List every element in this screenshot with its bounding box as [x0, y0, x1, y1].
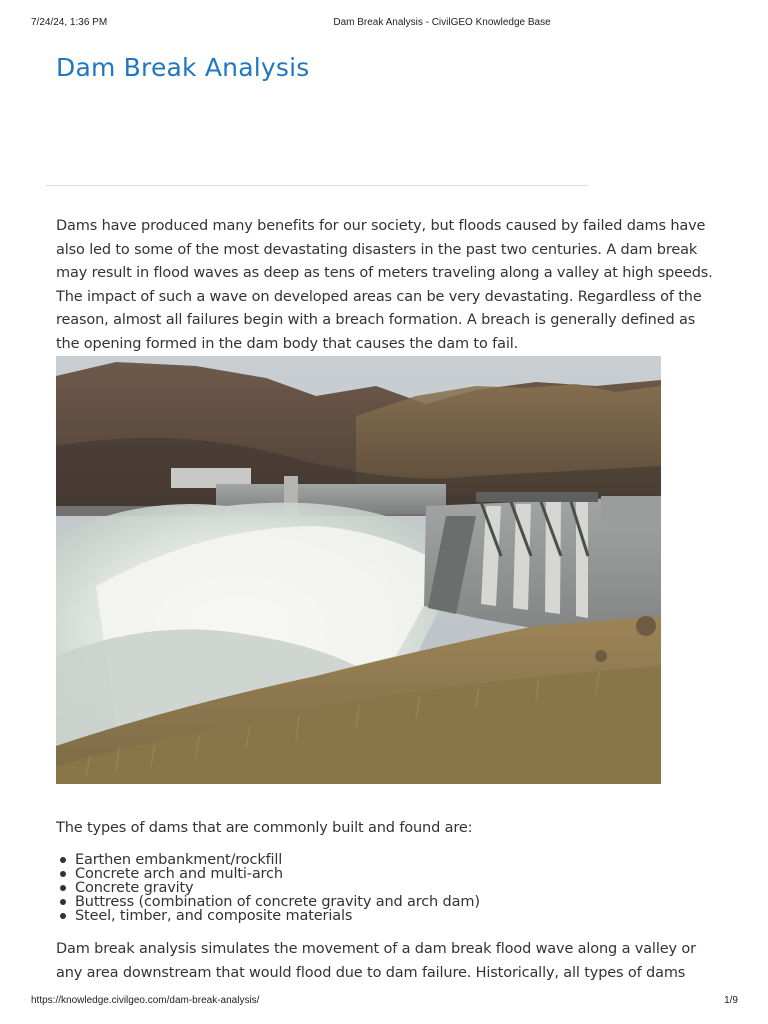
- list-item: [56, 895, 480, 909]
- bullet-icon: [60, 871, 66, 877]
- dam-spillway-photo: [56, 356, 661, 784]
- list-item-text: Concrete gravity: [75, 880, 194, 896]
- list-item: [56, 881, 480, 895]
- page-title: Dam Break Analysis: [56, 53, 310, 82]
- list-item-text: Buttress (combination of concrete gravity and arch dam): [75, 894, 480, 910]
- intro-paragraph: Dams have produced many benefits for our society, but floods caused by failed dams have also led to some of the most devastating disasters in the past two centuries. A dam break may result in flood waves as deep as tens of meters traveling along a valley at high speeds. The impact of such a wave on developed areas can be very devastating. Regardless of the reason, almost all failures begin with a breach formation. A breach is generally defined as the opening formed in the dam body that causes the dam to fail.: [56, 218, 713, 352]
- print-header-title: Dam Break Analysis - CivilGEO Knowledge Base: [333, 17, 551, 28]
- list-item: [56, 909, 480, 923]
- title-divider: [46, 185, 588, 186]
- list-item: [56, 853, 480, 867]
- bullet-icon: [60, 857, 66, 863]
- dam-types-list: [56, 853, 480, 923]
- bullet-icon: [60, 899, 66, 905]
- list-item: [56, 867, 480, 881]
- print-footer-page-number: 1/9: [724, 995, 738, 1006]
- list-item-text: Earthen embankment/rockfill: [75, 852, 283, 868]
- dam-types-intro: The types of dams that are commonly built and found are:: [56, 820, 473, 836]
- closing-paragraph: Dam break analysis simulates the movement of a dam break flood wave along a valley or any area downstream that would flood due to dam failure. Historically, all types of dams: [56, 941, 696, 981]
- list-item-text: Concrete arch and multi-arch: [75, 866, 283, 882]
- bullet-icon: [60, 885, 66, 891]
- bullet-icon: [60, 913, 66, 919]
- print-footer-url: https://knowledge.civilgeo.com/dam-break-analysis/: [31, 995, 260, 1006]
- list-item-text: Steel, timber, and composite materials: [75, 908, 353, 924]
- print-header-date: 7/24/24, 1:36 PM: [31, 17, 108, 28]
